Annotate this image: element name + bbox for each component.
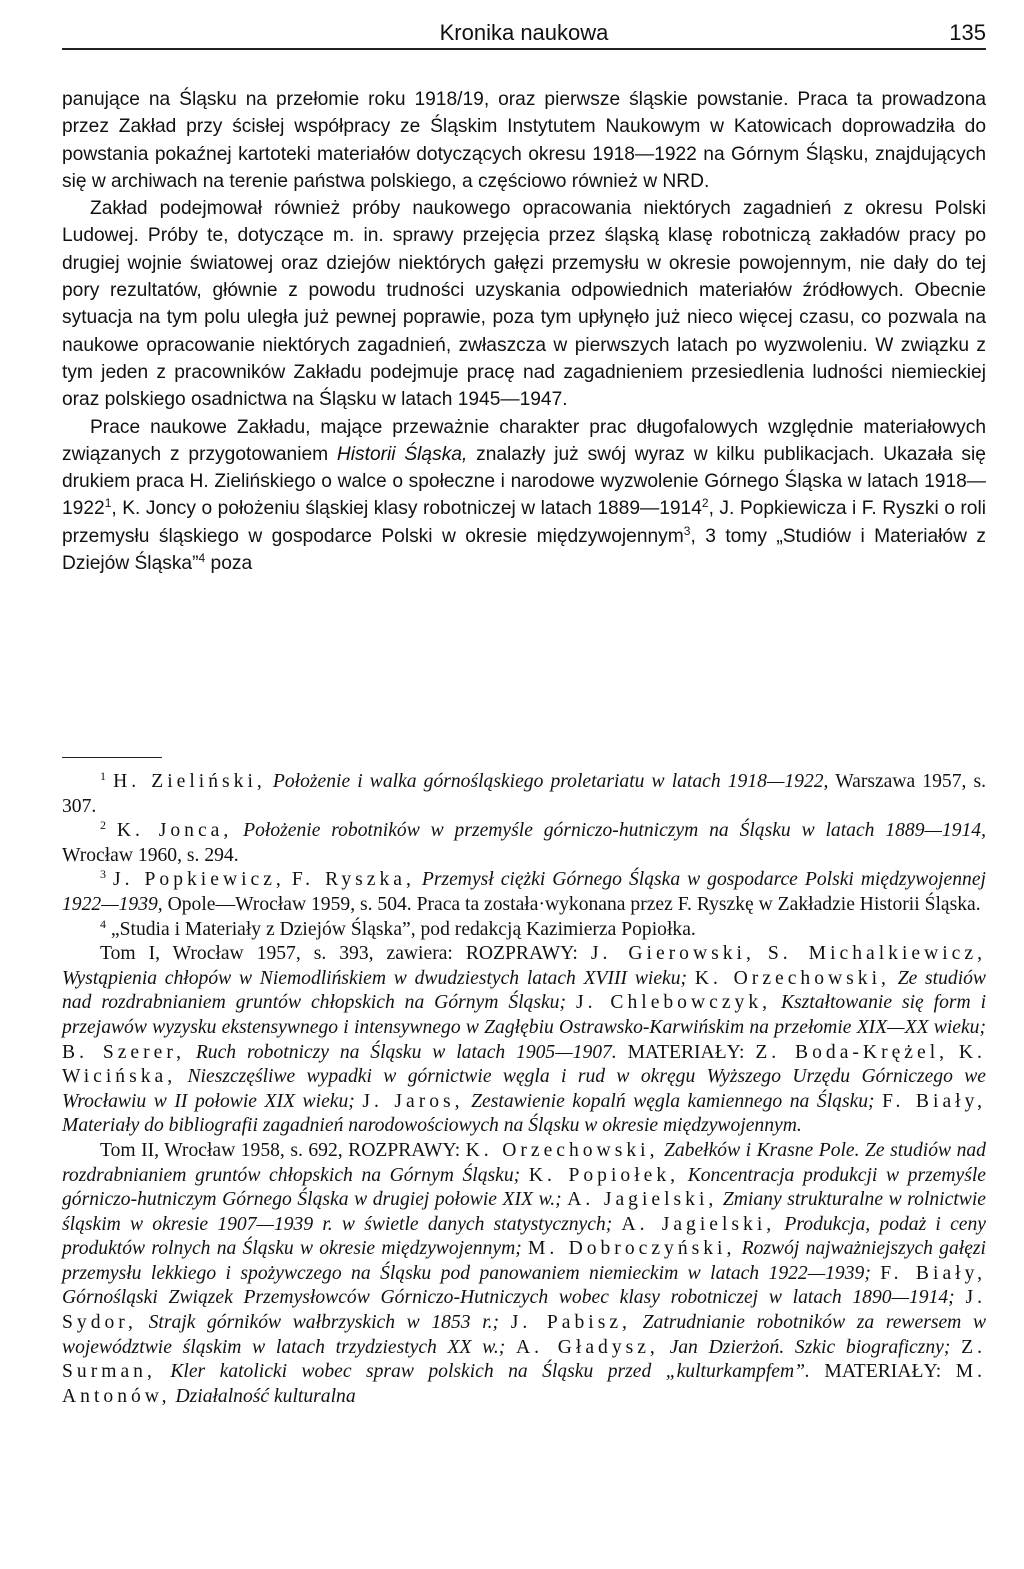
running-header: [62, 18, 986, 50]
paragraph-1: panujące na Śląsku na przełomie roku 1918/19, oraz pierwsze śląskie powstanie. Praca ta prowadzona przez Zakład przy ścisłej współpracy ze Śląskim Instytutem Naukowym w Katowicach doprowadziła do powstania pokaźnej kartoteki materiałów dotyczących okresu 1918—1922 na Górnym Śląsku, znajdujących się w archiwach na terenie państwa polskiego, a częściowo również w NRD.: [62, 89, 986, 192]
paragraph-3-text-g: poza: [205, 553, 253, 575]
footnote-4-text: „Studia i Materiały z Dziejów Śląska”, pod redakcją Kazimierza Popiołka.: [110, 918, 696, 940]
footnote-1-title: Położenie i walka górnośląskiego proletariatu w latach 1918—1922,: [272, 771, 829, 792]
footnote-3-author-2: F. Ryszka,: [291, 869, 415, 891]
footnote-4-tom-1: [62, 942, 986, 1139]
tom-1-title-3: Ze studiów nad rozdrabnianiem gruntów chłopskich na Górnym Śląsku;: [62, 967, 987, 1014]
footnote-3-number: 3: [100, 867, 106, 882]
paragraph-3-text-f: , 3 tomy „Studiów i Materiałów z Dziejów Śląska”: [62, 525, 986, 575]
tom-1-author-8: J. Jaros,: [362, 1090, 464, 1112]
page-number: 135: [949, 20, 986, 45]
paragraph-3-text-a: Prace naukowe Zakładu, mające przeważnie charakter prac długofalowych względnie materiałowych związanych z przygotowaniem: [62, 416, 986, 465]
tom-2-title-9: Jan Dzierżoń. Szkic biograficzny;: [669, 1336, 951, 1358]
tom-1-title-4: Kształtowanie się form i przejawów wyzysku ekstensywnego i intensywnego w Zagłębiu Ostrawsko-Karwińskim na przełomie XIX—XX wieku;: [62, 992, 987, 1038]
footnote-separator: [62, 757, 162, 758]
tom-1-author-6: Z. Boda-Krężel,: [755, 1041, 949, 1063]
tom-2-author-10: Z. Surman,: [62, 1336, 986, 1383]
paragraph-3-text-d: , K. Joncy o położeniu śląskiej klasy robotniczej w latach 1889—1914: [111, 498, 702, 520]
running-title: Kronika naukowa: [439, 20, 609, 45]
tom-1-title-5: Ruch robotniczy na Śląsku w latach 1905—1907.: [195, 1041, 617, 1063]
tom-2-author-1: K. Orzechowski,: [465, 1139, 659, 1161]
tom-2-author-2: K. Popiołek,: [528, 1164, 680, 1186]
tom-2-title-10: Kler katolicki wobec spraw polskich na Śląsku przed „kulturkampfem”.: [170, 1361, 810, 1383]
paragraph-3-text-e: , J. Popkiewicza i F. Ryszki o roli przemysłu śląskiego w gospodarce Polski w okresie międzywojennym: [62, 498, 986, 547]
tom-1-materialy-heading: MATERIAŁY:: [627, 1041, 745, 1063]
tom-1-author-9: F. Biały,: [882, 1090, 987, 1112]
tom-2-title-6: Górnośląski Związek Przemysłowców Górniczo-Hutniczych wobec klasy robotniczej w latach 1890—1914;: [62, 1287, 955, 1309]
tom-1-author-1: J. Gierowski,: [590, 943, 755, 965]
tom-2-intro: Tom II, Wrocław 1958, s. 692, ROZPRAWY:: [100, 1139, 461, 1161]
tom-2-title-1: Zabełków i Krasne Pole. Ze studiów nad rozdrabnianiem gruntów chłopskich na Górnym Śląsku;: [62, 1139, 986, 1186]
tom-1-intro: Tom I, Wrocław 1957, s. 393, zawiera: ROZPRAWY:: [100, 943, 578, 965]
footnote-1: [62, 770, 986, 819]
tom-2-author-7: J. Sydor,: [62, 1287, 986, 1334]
tom-2-author-8: J. Pabisz,: [510, 1312, 631, 1334]
tom-2-title-5: Rozwój najważniejszych gałęzi przemysłu lekkiego i spożywczego na Śląsku pod panowaniem niemieckim w latach 1922—1939;: [62, 1238, 986, 1284]
footnote-3-author-1: J. Popkiewicz,: [113, 869, 285, 891]
main-text: [62, 86, 986, 577]
footnote-2-title: Położenie robotników w przemyśle górniczo-hutniczym na Śląsku w latach 1889—1914,: [243, 820, 986, 842]
tom-2-author-5: M. Dobroczyński,: [528, 1238, 736, 1260]
tom-2-title-7: Strajk górników wałbrzyskich w 1853 r.;: [148, 1312, 500, 1334]
footnote-2-author: K. Jonca,: [116, 820, 233, 842]
footnote-ref-3[interactable]: 3: [683, 523, 691, 538]
tom-2-author-6: F. Biały,: [880, 1262, 987, 1284]
footnote-2-rest: Wrocław 1960, s. 294.: [62, 844, 239, 866]
footnote-ref-1[interactable]: 1: [104, 496, 112, 511]
footnote-3-title: Przemysł ciężki Górnego Śląska w gospodarce Polski międzywojennej 1922—1939,: [62, 869, 986, 915]
tom-2-title-4: Produkcja, podaż i ceny produktów rolnych na Śląsku w okresie międzywojennym;: [62, 1213, 986, 1260]
book-title-historia-slaska: Historii Śląska,: [336, 443, 468, 465]
footnote-2: [62, 819, 986, 868]
tom-2-title-2: Koncentracja produkcji w przemyśle górniczo-hutniczym Górnego Śląska w drugiej połowie XIX w.;: [62, 1164, 986, 1211]
paragraph-3-text-c: znalazły już swój wyraz w kilku publikacjach. Ukazała się drukiem praca H. Zielińskiego o walce o społeczne i narodowe wyzwolenie Górnego Śląska w latach 1918—1922: [62, 443, 986, 520]
footnote-ref-4[interactable]: 4: [198, 551, 206, 566]
tom-2-author-3: A. Jagielski,: [567, 1189, 718, 1211]
tom-1-author-4: J. Chlebowczyk,: [575, 992, 772, 1014]
footnote-4: [62, 918, 986, 943]
footnotes: [62, 770, 986, 1409]
footnote-ref-2[interactable]: 2: [701, 496, 709, 511]
footnote-4-number: 4: [100, 916, 106, 931]
paragraph-2: Zakład podejmował również próby naukowego opracowania niektórych zagadnień z okresu Polski Ludowej. Próby te, dotyczące m. in. sprawy przejęcia przez śląską klasę robotniczą zakładów pracy po drugiej wojnie światowej oraz dziejów niektórych gałęzi przemysłu w okresie powojennym, nie dały do tej pory rezultatów, głównie z powodu trudności uzyskania odpowiednich materiałów źródłowych. Obecnie sytuacja na tym polu uległa już pewnej poprawie, poza tym upłynęło już nieco więcej czasu, co pozwala na naukowe opracowanie niektórych zagadnień, zwłaszcza w pierwszych latach po wyzwoleniu. W związku z tym jeden z pracowników Zakładu podejmuje pracę nad zagadnieniem przesiedlenia ludności niemieckiej oraz polskiego osadnictwa na Śląsku w latach 1945—1947.: [62, 198, 986, 411]
footnote-4-tom-2: [62, 1139, 986, 1410]
tom-2-materialy-heading: MATERIAŁY:: [824, 1361, 942, 1383]
tom-2-author-4: A. Jagielski,: [621, 1213, 776, 1235]
footnote-2-number: 2: [100, 818, 106, 833]
tom-1-title-2: Wystąpienia chłopów w Niemodlińskiem w dwudziestych latach XVIII wieku;: [62, 967, 688, 989]
footnote-3-rest: Opole—Wrocław 1959, s. 504. Praca ta została·wykonana przez F. Ryszkę w Zakładzie Historii Śląska.: [167, 893, 981, 915]
tom-2-author-11: M. Antonów,: [62, 1361, 987, 1407]
tom-1-title-9: Materiały do bibliografii zagadnień narodowościowych na Śląsku w okresie międzywojennym.: [62, 1115, 802, 1137]
footnote-3: [62, 868, 986, 917]
tom-1-author-3: K. Orzechowski,: [694, 967, 890, 989]
tom-2-title-3: Zmiany strukturalne w rolnictwie śląskim w okresie 1907—1939 r. w świetle danych statystycznych;: [62, 1189, 986, 1235]
paragraph-3: [62, 414, 986, 578]
tom-1-title-8: Zestawienie kopalń węgla kamiennego na Śląsku;: [471, 1090, 875, 1112]
tom-1-author-7: K. Wicińska,: [62, 1041, 986, 1088]
tom-2-author-9: A. Gładysz,: [515, 1336, 659, 1358]
footnote-1-rest: Warszawa 1957, s. 307.: [62, 771, 986, 817]
tom-1-author-5: B. Szerer,: [62, 1041, 185, 1063]
tom-2-title-8: Zatrudnianie robotników za rewersem w województwie śląskim w latach trzydziestych XX w.;: [62, 1312, 987, 1358]
tom-1-author-2: S. Michalkiewicz,: [767, 943, 986, 965]
tom-1-title-7: Nieszczęśliwe wypadki w górnictwie węgla i rud w okręgu Wyższego Urzędu Górniczego we Wrocławiu w II połowie XIX wieku;: [62, 1066, 987, 1112]
footnote-1-number: 1: [100, 769, 106, 783]
tom-2-title-11: Działalność kulturalna: [175, 1385, 356, 1407]
footnote-1-author: H. Zieliński,: [113, 771, 266, 792]
